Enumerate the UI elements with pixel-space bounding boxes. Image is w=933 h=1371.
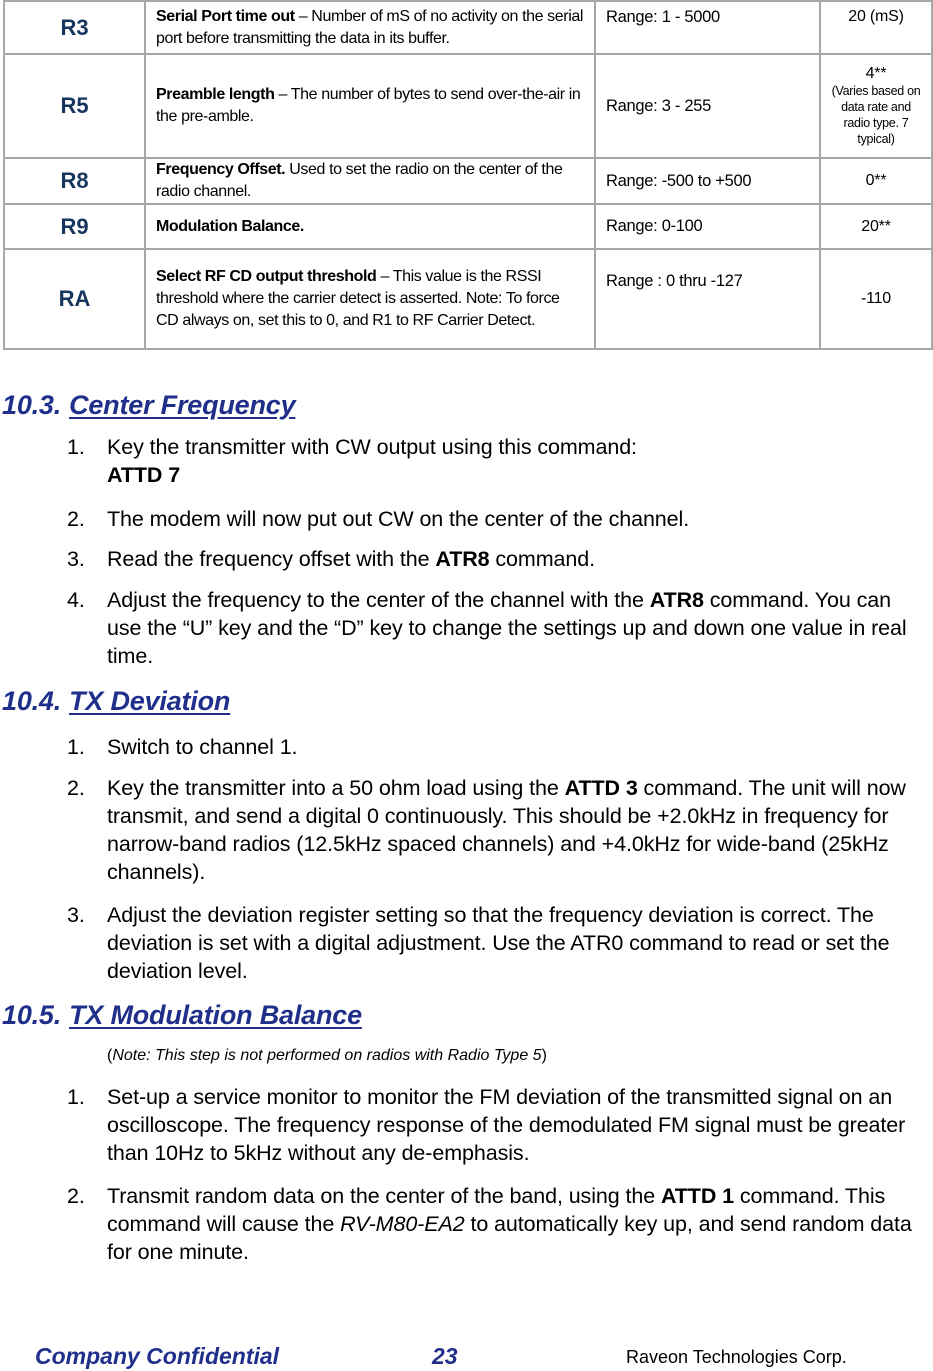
table-row [4, 249, 932, 349]
register-id: R3 [4, 1, 145, 54]
command-text: ATR8 [649, 588, 704, 612]
register-desc-text: – The number of bytes to send over-the-air in the pre-amble. [156, 86, 581, 125]
register-desc-text: – Number of mS of no activity on the serial port before transmitting the data in its buffer. [156, 7, 584, 47]
register-range: Range: 3 - 255 [595, 54, 820, 158]
item-text: Adjust the deviation register setting so that the frequency deviation is correct. The deviation is set with a digital adjustment. Use the ATR0 command to read or set the deviation level. [107, 903, 890, 983]
page-footer [0, 1343, 933, 1371]
register-default: 20 (mS) [820, 1, 932, 54]
register-range: Range: 1 - 5000 [595, 1, 820, 54]
list-item [67, 774, 927, 886]
section-heading-center-frequency [2, 390, 295, 421]
item-number: 1. [67, 435, 85, 459]
note-paren-close: ) [541, 1047, 547, 1064]
section-note [107, 1047, 547, 1065]
item-number: 2. [67, 507, 85, 531]
item-text: command. [489, 547, 595, 571]
footer-confidential: Company Confidential [35, 1343, 280, 1369]
note-paren-open: ( [107, 1047, 113, 1064]
item-number: 2. [67, 776, 85, 800]
register-desc-text: Used to set the radio on the center of the radio channel. [156, 161, 563, 200]
register-id: RA [4, 249, 145, 349]
list-item [67, 1182, 927, 1266]
item-text: Set-up a service monitor to monitor the FM deviation of the transmitted signal on an oscilloscope. The frequency response of the demodulated FM signal must be greater than 10Hz to 5kHz without any de-emphasis. [107, 1085, 906, 1165]
item-text: Key the transmitter with CW output using this command: [107, 435, 637, 459]
register-range: Range: -500 to +500 [595, 158, 820, 204]
section-number: 10.3. [2, 390, 62, 420]
item-number: 1. [67, 1085, 85, 1109]
item-number: 1. [67, 735, 85, 759]
register-id: R8 [4, 158, 145, 204]
section-heading-tx-deviation [2, 686, 230, 717]
command-text: ATTD 7 [107, 463, 181, 487]
item-text: command. This command will cause the [107, 1184, 886, 1236]
register-table [3, 0, 933, 350]
register-default: 20** [820, 204, 932, 249]
section-heading-tx-modulation-balance [2, 1000, 362, 1031]
command-text: ATTD 1 [660, 1184, 734, 1208]
register-default: -110 [820, 249, 932, 349]
register-default: 4** [865, 65, 887, 82]
section-number: 10.4. [2, 686, 62, 716]
register-description [145, 249, 595, 349]
item-text: command. The unit will now transmit, and send a digital 0 continuously. This should be +2.0kHz in frequency for narrow-band radios (12.5kHz spaced channels) and +4.0kHz for wide-band (25kHz channels). [107, 776, 906, 884]
register-description [145, 54, 595, 158]
item-text: Switch to channel 1. [107, 735, 298, 759]
table-row [4, 1, 932, 54]
register-description [145, 1, 595, 54]
item-number: 3. [67, 903, 85, 927]
register-name: Preamble length [156, 86, 275, 103]
register-range: Range : 0 thru -127 [595, 249, 820, 349]
list-item [67, 545, 927, 573]
item-text: Read the frequency offset with the [107, 547, 436, 571]
table-row [4, 204, 932, 249]
register-description [145, 158, 595, 204]
register-description [145, 204, 595, 249]
table-row [4, 54, 932, 158]
item-number: 2. [67, 1184, 85, 1208]
section-title: Center Frequency [69, 390, 296, 420]
page-number: 23 [432, 1343, 458, 1369]
register-name: Select RF CD output threshold [156, 268, 377, 285]
item-text: command. You can use the “U” key and the “D” key to change the settings up and down one value in real time. [107, 588, 907, 668]
register-name: Frequency Offset. [156, 161, 286, 178]
list-item [67, 733, 927, 761]
item-number: 4. [67, 588, 85, 612]
item-text: to automatically key up, and send random data for one minute. [107, 1212, 912, 1264]
list-item [67, 901, 927, 985]
item-text: Adjust the frequency to the center of the channel with the [107, 588, 650, 612]
list-item [67, 1083, 927, 1167]
item-text: The modem will now put out CW on the center of the channel. [107, 507, 690, 531]
list-item [67, 505, 927, 533]
product-name: RV-M80-EA2 [340, 1212, 465, 1236]
footer-company: Raveon Technologies Corp. [626, 1347, 847, 1367]
list-item [67, 433, 927, 489]
register-default: 0** [820, 158, 932, 204]
table-row [4, 158, 932, 204]
section-number: 10.5. [2, 1000, 62, 1030]
register-name: Modulation Balance. [156, 217, 304, 235]
note-text: Note: This step is not performed on radios with Radio Type 5 [112, 1047, 542, 1064]
command-text: ATR8 [435, 547, 490, 571]
register-default-note: (Varies based on data rate and radio type. 7 typical) [831, 84, 921, 146]
item-text: Transmit random data on the center of the band, using the [107, 1184, 661, 1208]
register-desc-text: – This value is the RSSI threshold where the carrier detect is asserted. Note: To force CD always on, set this to 0, and R1 to RF Carrier Detect. [156, 268, 560, 329]
section-title: TX Deviation [69, 686, 231, 716]
section-title: TX Modulation Balance [69, 1000, 362, 1030]
list-item [67, 586, 927, 670]
command-text: ATTD 3 [564, 776, 638, 800]
register-id: R9 [4, 204, 145, 249]
register-id: R5 [4, 54, 145, 158]
item-number: 3. [67, 547, 85, 571]
register-default-cell [820, 54, 932, 158]
item-text: Key the transmitter into a 50 ohm load using the [107, 776, 565, 800]
register-name: Serial Port time out [156, 7, 295, 25]
register-range: Range: 0-100 [595, 204, 820, 249]
